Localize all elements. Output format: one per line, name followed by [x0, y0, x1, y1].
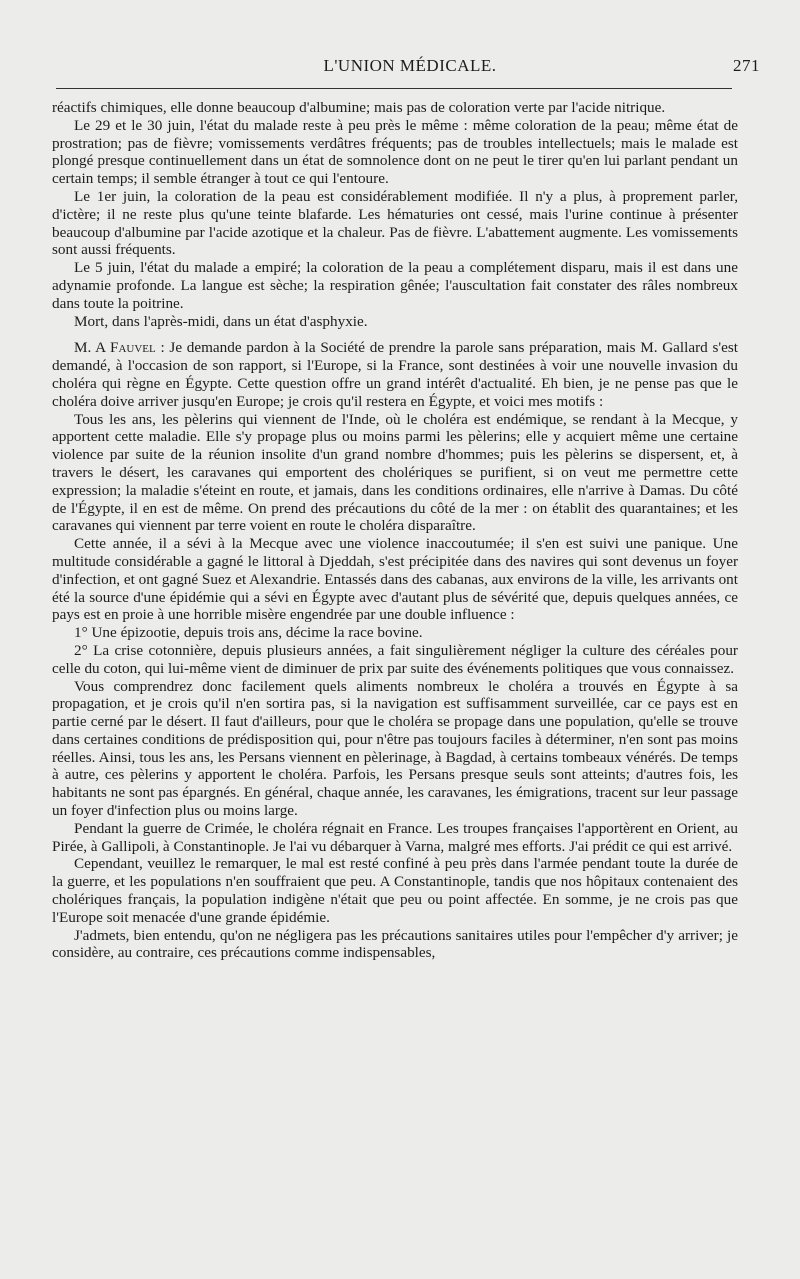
paragraph: Vous comprendrez donc facilement quels aliments nombreux le choléra a trouvés en Égypte à sa propagation, et je crois qu'il n'en sortira pas, si la navigation est suffisamment surveillée, car ce pays est en partie cerné par le désert. Il faut d'ailleurs, pour que le choléra se propage dans une population, qu'elle se trouve dans certaines conditions de prédisposition qui, pour n'être pas toujours faciles à déterminer, n'en sont pas moins réelles. Ainsi, tous les ans, les Persans viennent en pèlerinage, à Bagdad, à certains tombeaux vénérés. De temps à autre, ces pèlerins y apportent le choléra. Parfois, les Persans presque seuls sont atteints; d'autres fois, les habitants ne sont pas épargnés. En général, chaque année, les caravanes, les émigrations, tracent sur leur passage un foyer d'infection plus ou moins large. — [52, 677, 738, 820]
paragraph: J'admets, bien entendu, qu'on ne négligera pas les précautions sanitaires utiles pour l'empêcher d'y arriver; je considère, au contraire, ces précautions comme indispensables, — [52, 926, 738, 962]
paragraph-speaker — [52, 339, 738, 410]
page-number: 271 — [733, 56, 760, 75]
paragraph: Le 1er juin, la coloration de la peau est considérablement modifiée. Il n'y a plus, à proprement parler, d'ictère; il ne reste plus qu'une teinte blafarde. Les hématuries ont cessé, mais l'urine continue à présenter beaucoup d'albumine par l'acide azotique et la chaleur. Pas de fièvre. L'abattement augmente. Les vomissements sont aussi fréquents. — [52, 187, 738, 259]
header-rule — [56, 88, 732, 89]
paragraph: Pendant la guerre de Crimée, le choléra régnait en France. Les troupes françaises l'apportèrent en Orient, au Pirée, à Gallipoli, à Constantinople. Je l'ai vu débarquer à Varna, malgré mes efforts. J'ai prédit ce qui est arrivé. — [52, 819, 738, 855]
article-body — [52, 99, 738, 962]
journal-title: L'UNION MÉDICALE. — [323, 56, 497, 75]
paragraph: Tous les ans, les pèlerins qui viennent de l'Inde, où le choléra est endémique, se rendant à la Mecque, y apportent cette maladie. Elle s'y propage plus ou moins parmi les pèlerins; elle y acquiert même une certaine violence par suite de la réunion insolite d'un grand nombre d'hommes; puis les pèlerins se dispersent, et, à travers le désert, les caravanes qui emportent des cholériques se purifient, si on veut me permettre cette expression; la maladie s'éteint en route, et jamais, dans les conditions ordinaires, elle n'arrive à Damas. Du côté de l'Égypte, il en est de même. On prend des précautions du côté de la mer : on établit des quarantaines; et les caravanes qui viennent par terre voient en route le choléra disparaître. — [52, 410, 738, 535]
speaker-name: M. A Fauvel — [74, 339, 156, 357]
paragraph: réactifs chimiques, elle donne beaucoup d'albumine; mais pas de coloration verte par l'acide nitrique. — [52, 99, 666, 116]
paragraph: Le 29 et le 30 juin, l'état du malade reste à peu près le même : même coloration de la peau; même état de prostration; pas de fièvre; vomissements verdâtres fréquents; pas de troubles intellectuels; mais le malade est plongé presque continuellement dans un état de somnolence dont on ne peut le tirer qu'en lui parlant pendant un certain temps; il semble étranger à tout ce qui l'entoure. — [52, 116, 738, 188]
paragraph: Le 5 juin, l'état du malade a empiré; la coloration de la peau a complétement disparu, mais il est dans une adynamie profonde. La langue est sèche; la respiration gênée; l'auscultation fait constater des râles nombreux dans toute la poitrine. — [52, 259, 738, 312]
paragraph: 2° La crise cotonnière, depuis plusieurs années, a fait singulièrement négliger la culture des céréales pour celle du coton, qui lui-même vient de diminuer de prix par suite des événements politiques que vous connaissez. — [52, 641, 738, 677]
paragraph: Cependant, veuillez le remarquer, le mal est resté confiné à peu près dans l'armée pendant toute la durée de la guerre, et les populations n'en souffraient que peu. A Constantinople, tandis que nos hôpitaux contenaient des cholériques français, la population indigène n'était que peu ou point affectée. En somme, je ne crois pas que l'Europe soit menacée d'une grande épidémie. — [52, 855, 738, 926]
paragraph: Mort, dans l'après-midi, dans un état d'asphyxie. — [74, 312, 368, 330]
speaker-text: : Je demande pardon à la Société de prendre la parole sans préparation, mais M. Gallard s'est demandé, à l'occasion de son rapport, si l'Europe, si la France, sont destinées à voir une nouvelle invasion du choléra qui règne en Égypte. Cette question offre un grand intérêt d'actualité. Eh bien, je ne pense pas que le choléra doive arriver jusqu'en Europe; je crois qu'il restera en Égypte, et voici mes motifs : — [52, 339, 738, 410]
paragraph: Cette année, il a sévi à la Mecque avec une violence inaccoutumée; il s'en est suivi une panique. Une multitude considérable a gagné le littoral à Djeddah, s'est précipitée dans des navires qui sont devenus un foyer d'infection, et ont gagné Suez et Alexandrie. Entassés dans des cabanas, aux environs de la ville, les arrivants ont été la source d'une épidémie qui a sévi en Égypte avec d'autant plus de sévérité que, depuis quelques années, ce pays est en proie à une horrible misère engendrée par une double influence : — [52, 535, 738, 624]
paragraph: 1° Une épizootie, depuis trois ans, décime la race bovine. — [74, 624, 423, 642]
running-header — [52, 50, 768, 76]
